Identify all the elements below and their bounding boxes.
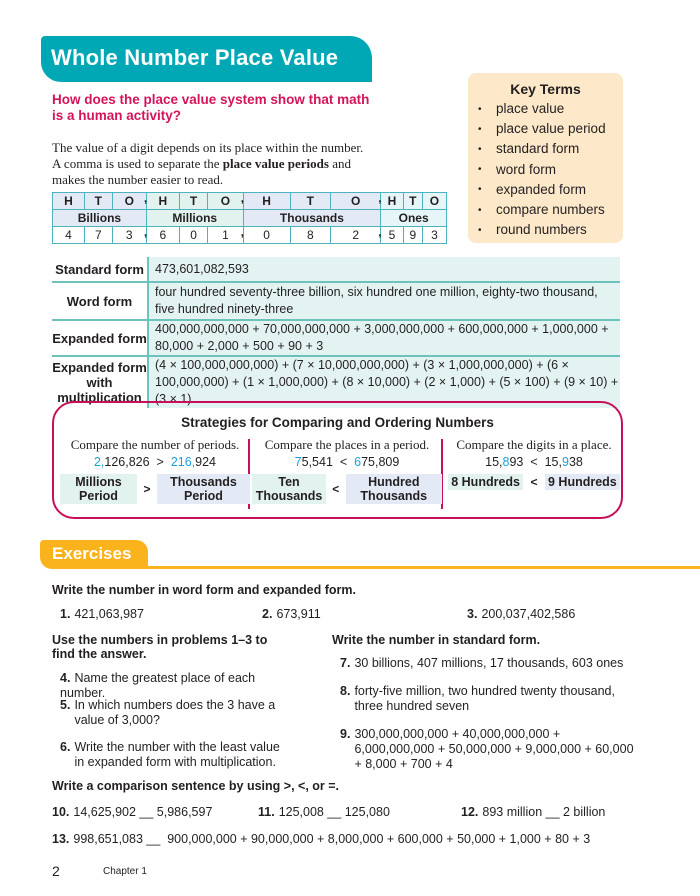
key-term-label: expanded form — [496, 181, 587, 197]
exercise-text: 200,037,402,586 — [481, 607, 576, 621]
period-ones: Ones — [381, 210, 447, 227]
key-term-item — [478, 180, 606, 200]
exercises-rule — [146, 566, 700, 569]
digit-cell: , 0 — [243, 227, 290, 244]
exercise-number: 11. — [258, 805, 275, 819]
intro-paragraph — [52, 140, 372, 188]
exercise-number: 12. — [461, 805, 479, 819]
compare-box-left: Ten Thousands — [252, 474, 326, 504]
form-label: Expanded form — [52, 320, 148, 356]
exercise-text: 14,625,902 __ 5,986,597 — [73, 805, 213, 819]
exercises-heading: Exercises — [52, 544, 132, 563]
key-term-item — [478, 139, 606, 159]
place-header-cell: , H — [243, 193, 290, 210]
example-number: 5,541 — [301, 455, 333, 469]
bullet-icon: • — [478, 103, 482, 115]
place-header-cell: O — [422, 193, 446, 210]
compare-box-right: Hundred Thousands — [346, 474, 442, 504]
form-value: 473,601,082,593 — [148, 257, 620, 282]
key-term-item — [478, 99, 606, 119]
place-header-cell: , H — [381, 193, 403, 210]
exercise-item — [340, 727, 640, 772]
number-forms-table — [52, 257, 620, 408]
place-header-row — [53, 193, 447, 210]
place-header-cell: H — [53, 193, 85, 210]
form-value: (4 × 100,000,000,000) + (7 × 10,000,000,000) + (3 × 1,000,000,000) + (6 × 100,000,000) + (1 × 1,000,000) + (8 × 10,000) + (2 × 1,000) + (5 × 100) + (9 × 10) + (3 × 1) — [148, 356, 620, 408]
digit-cell: 2 — [331, 227, 381, 244]
digit-cell: 4 — [53, 227, 85, 244]
section-heading: Write the number in standard form. — [332, 633, 541, 647]
exercise-item — [60, 607, 144, 622]
digit-cell: 7 — [84, 227, 112, 244]
strategy-digits — [444, 436, 624, 511]
place-header-cell: T — [290, 193, 331, 210]
exercise-text: forty-five million, two hundred twenty thousand, three hundred seven — [354, 684, 615, 713]
bullet-icon: • — [478, 204, 482, 216]
exercise-number: 4. — [60, 671, 71, 685]
key-term-label: word form — [496, 161, 557, 177]
form-value: four hundred seventy-three billion, six hundred one million, eighty-two thousand, five hundred ninety-three — [148, 282, 620, 320]
comparison-symbol: > — [156, 455, 164, 469]
digit-cell: , 5 — [381, 227, 403, 244]
highlight-digits: 7 — [294, 455, 302, 469]
bullet-icon: • — [478, 164, 482, 176]
bullet-icon: • — [478, 123, 482, 135]
place-header-cell: T — [84, 193, 112, 210]
digit-cell: 1 — [208, 227, 243, 244]
key-term-label: standard form — [496, 141, 580, 157]
place-header-cell: , H — [146, 193, 179, 210]
example-number: 126,826 — [104, 455, 150, 469]
highlight-digits: 216, — [170, 455, 196, 469]
example-number: 38 — [568, 455, 583, 469]
form-label: Expanded form with multiplication — [52, 356, 148, 408]
highlight-digits: 8 — [502, 455, 510, 469]
exercise-text: Write the number with the least value in expanded form with multiplication. — [74, 740, 280, 769]
digit-row — [53, 227, 447, 244]
exercise-item — [340, 684, 630, 714]
exercise-number: 8. — [340, 684, 351, 698]
strategies-heading: Strategies for Comparing and Ordering Numbers — [181, 415, 494, 430]
exercise-item — [60, 671, 300, 701]
key-term-label: compare numbers — [496, 201, 605, 217]
comparison-symbol: < — [530, 455, 538, 469]
section-heading: Write the number in word form and expanded form. — [52, 583, 356, 597]
exercise-text: 30 billions, 407 millions, 17 thousands, 603 ones — [354, 656, 624, 670]
exercise-number: 2. — [262, 607, 273, 621]
strategy-compare — [444, 474, 624, 490]
strategy-places — [252, 436, 442, 511]
bullet-icon: • — [478, 144, 482, 156]
key-terms-list — [478, 99, 606, 240]
exercises-banner — [40, 540, 148, 569]
key-term-label: place value period — [496, 121, 606, 137]
period-thousands: Thousands — [243, 210, 381, 227]
digit-cell: , 6 — [146, 227, 179, 244]
exercise-text: 998,651,083 __ 900,000,000 + 90,000,000 + 8,000,000 + 600,000 + 50,000 + 1,000 + 80 + 3 — [73, 832, 591, 846]
period-row — [53, 210, 447, 227]
example-number: 924 — [195, 455, 217, 469]
highlight-digits: 9 — [562, 455, 569, 469]
form-row — [52, 320, 620, 356]
period-billions: Billions — [53, 210, 147, 227]
exercise-text: In which numbers does the 3 have a value of 3,000? — [74, 698, 276, 727]
highlight-digits: 6 — [354, 455, 362, 469]
place-header-cell: T — [179, 193, 207, 210]
compare-box-left: 8 Hundreds — [448, 474, 523, 490]
place-header-cell: O — [331, 193, 381, 210]
comparison-symbol: > — [143, 482, 151, 496]
page-number: 2 — [52, 863, 60, 879]
exercise-item — [461, 805, 605, 820]
section-heading: Write a comparison sentence by using >, <, or =. — [52, 779, 340, 793]
exercise-text: 421,063,987 — [74, 607, 144, 621]
exercise-item — [52, 805, 212, 820]
exercise-item — [258, 805, 390, 820]
exercise-number: 13. — [52, 832, 70, 846]
example-number: 15, — [544, 455, 562, 469]
intro-text-1: The value of a digit depends on its place within the number. A comma is used to separate the — [52, 140, 364, 171]
key-term-label: place value — [496, 101, 565, 116]
strategy-description: Compare the places in a period. — [264, 437, 430, 452]
exercise-number: 6. — [60, 740, 71, 754]
form-row — [52, 282, 620, 320]
title-banner — [41, 36, 372, 82]
exercise-number: 5. — [60, 698, 71, 712]
highlight-digits: 2, — [93, 455, 105, 469]
place-header-cell: T — [403, 193, 422, 210]
exercise-number: 7. — [340, 656, 351, 670]
form-value: 400,000,000,000 + 70,000,000,000 + 3,000,000,000 + 600,000,000 + 1,000,000 + 80,000 + 2,000 + 500 + 90 + 3 — [148, 320, 620, 356]
exercise-text: 300,000,000,000 + 40,000,000,000 + 6,000,000,000 + 50,000,000 + 9,000,000 + 60,000 + 8,000 + 700 + 4 — [354, 727, 634, 771]
exercise-item — [60, 740, 290, 770]
compare-box-right: Thousands Period — [157, 474, 250, 504]
strategy-compare — [60, 474, 250, 504]
bullet-icon: • — [478, 224, 482, 236]
comparison-symbol: < — [530, 475, 538, 489]
digit-cell: 3 — [112, 227, 146, 244]
strategies-box — [52, 401, 623, 519]
intro-bold-term: place value periods — [222, 156, 329, 171]
exercise-text: 673,911 — [276, 607, 321, 621]
compare-box-left: Millions Period — [60, 474, 137, 504]
key-term-item — [478, 220, 606, 240]
example-number: 15, — [485, 455, 503, 469]
digit-cell: 9 — [403, 227, 422, 244]
key-terms-box — [468, 73, 623, 243]
strategy-example — [444, 453, 624, 471]
example-number: 93 — [509, 455, 524, 469]
digit-cell: 0 — [179, 227, 207, 244]
digit-cell: 8 — [290, 227, 331, 244]
exercise-item — [262, 607, 321, 622]
example-number: 75,809 — [361, 455, 400, 469]
exercise-item — [52, 832, 590, 847]
comparison-symbol: < — [339, 455, 348, 469]
place-header-cell: O — [208, 193, 243, 210]
place-value-chart — [52, 192, 447, 244]
strategy-example — [252, 453, 442, 471]
strategy-periods — [60, 436, 250, 511]
form-row — [52, 257, 620, 282]
bullet-icon: • — [478, 184, 482, 196]
period-millions: Millions — [146, 210, 243, 227]
exercise-text: 125,008 __ 125,080 — [278, 805, 390, 819]
key-term-item — [478, 200, 606, 220]
exercise-item — [340, 656, 640, 671]
exercise-number: 9. — [340, 727, 351, 741]
place-header-cell: O — [112, 193, 146, 210]
exercise-number: 3. — [467, 607, 478, 621]
chapter-label: Chapter 1 — [103, 866, 147, 877]
key-term-label: round numbers — [496, 222, 587, 238]
intro-text-2: and makes the number easier to read. — [52, 156, 351, 187]
key-terms-heading: Key Terms — [510, 81, 581, 97]
strategy-description: Compare the digits in a place. — [456, 437, 612, 452]
exercise-item — [467, 607, 575, 622]
digit-cell: 3 — [422, 227, 446, 244]
page-title: Whole Number Place Value — [51, 45, 339, 70]
strategy-description: Compare the number of periods. — [70, 437, 240, 452]
strategy-example — [60, 453, 250, 471]
compare-box-right: 9 Hundreds — [545, 474, 620, 490]
exercise-number: 1. — [60, 607, 71, 621]
strategy-compare — [252, 474, 442, 504]
exercise-number: 10. — [52, 805, 70, 819]
exercise-text: 893 million __ 2 billion — [482, 805, 606, 819]
essential-question: How does the place value system show that math is a human activity? — [52, 92, 370, 123]
key-term-item — [478, 160, 606, 180]
exercise-text: Name the greatest place of each number. — [60, 671, 256, 700]
exercise-item — [60, 698, 280, 728]
form-label: Standard form — [52, 257, 148, 282]
comparison-symbol: < — [332, 482, 340, 496]
key-term-item — [478, 119, 606, 139]
section-heading: Use the numbers in problems 1–3 to find the answer. — [52, 633, 268, 661]
form-label: Word form — [52, 282, 148, 320]
